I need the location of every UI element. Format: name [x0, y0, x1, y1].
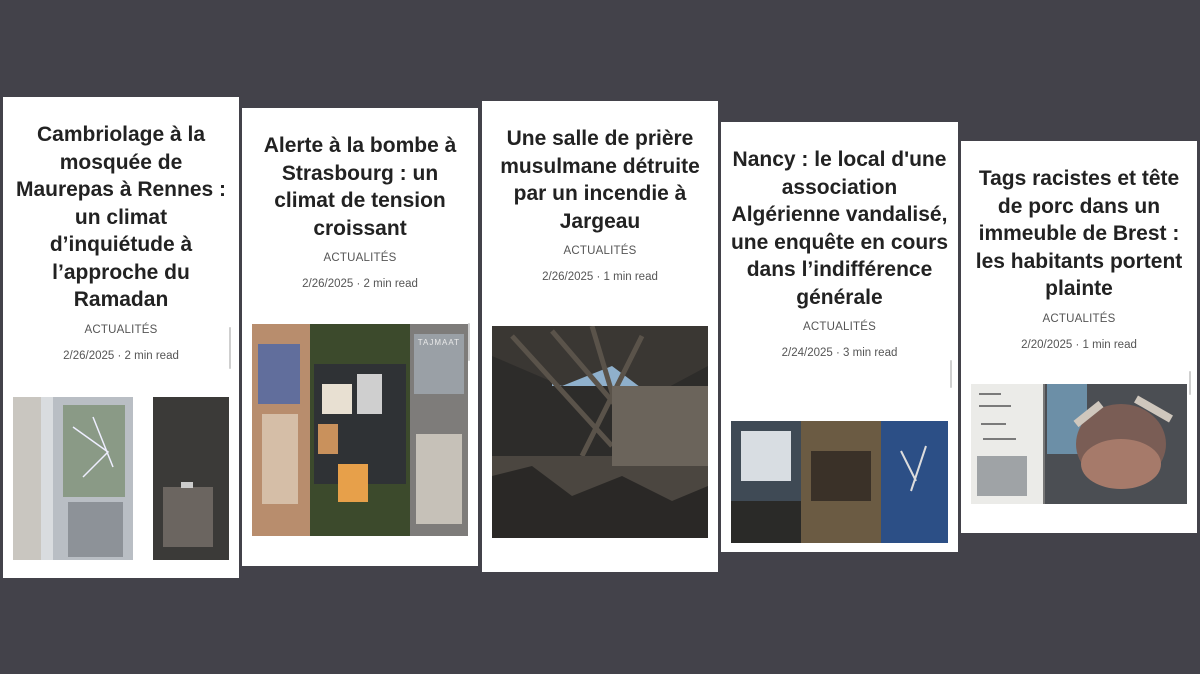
- article-meta: 2/20/2025 · 1 min read: [1021, 338, 1137, 351]
- article-title[interactable]: Nancy : le local d'une association Algérienne vandalisé, une enquête en cours dans l’indifférence générale: [730, 148, 949, 309]
- scrollbar[interactable]: [229, 327, 231, 369]
- article-meta: 2/26/2025 · 2 min read: [63, 349, 179, 362]
- article-meta: 2/26/2025 · 2 min read: [302, 278, 418, 290]
- scrollbar[interactable]: [468, 323, 470, 361]
- article-image-vandalized-office[interactable]: [731, 421, 948, 543]
- article-category[interactable]: ACTUALITÉS: [803, 321, 876, 333]
- scrollbar[interactable]: [950, 360, 952, 388]
- article-title[interactable]: Une salle de prière musulmane détruite par un incendie à Jargeau: [500, 127, 700, 233]
- article-category[interactable]: ACTUALITÉS: [563, 245, 637, 257]
- article-image-broken-door[interactable]: [13, 397, 229, 560]
- watermark-logo: TAJMAAT: [417, 338, 460, 347]
- article-category[interactable]: ACTUALITÉS: [84, 323, 158, 336]
- article-meta: 2/24/2025 · 3 min read: [781, 347, 898, 359]
- article-image-package[interactable]: [252, 324, 468, 536]
- article-category[interactable]: ACTUALITÉS: [1042, 312, 1116, 325]
- article-card-4[interactable]: [721, 122, 958, 552]
- article-image-burned-building[interactable]: [492, 326, 708, 538]
- article-card-2[interactable]: [242, 108, 478, 566]
- article-image-pig-head[interactable]: [971, 384, 1187, 504]
- article-category[interactable]: ACTUALITÉS: [323, 252, 397, 264]
- article-card-5[interactable]: [961, 141, 1197, 533]
- scrollbar[interactable]: [1189, 371, 1191, 395]
- article-card-1[interactable]: [3, 97, 239, 578]
- article-title[interactable]: Cambriolage à la mosquée de Maurepas à Rennes : un climat d’inquiétude à l’approche du Ramadan: [15, 123, 227, 311]
- article-card-3[interactable]: [482, 101, 718, 572]
- article-title[interactable]: Tags racistes et tête de porc dans un immeuble de Brest : les habitants portent plainte: [975, 167, 1183, 300]
- article-title[interactable]: Alerte à la bombe à Strasbourg : un climat de tension croissant: [263, 134, 457, 240]
- article-meta: 2/26/2025 · 1 min read: [542, 271, 658, 283]
